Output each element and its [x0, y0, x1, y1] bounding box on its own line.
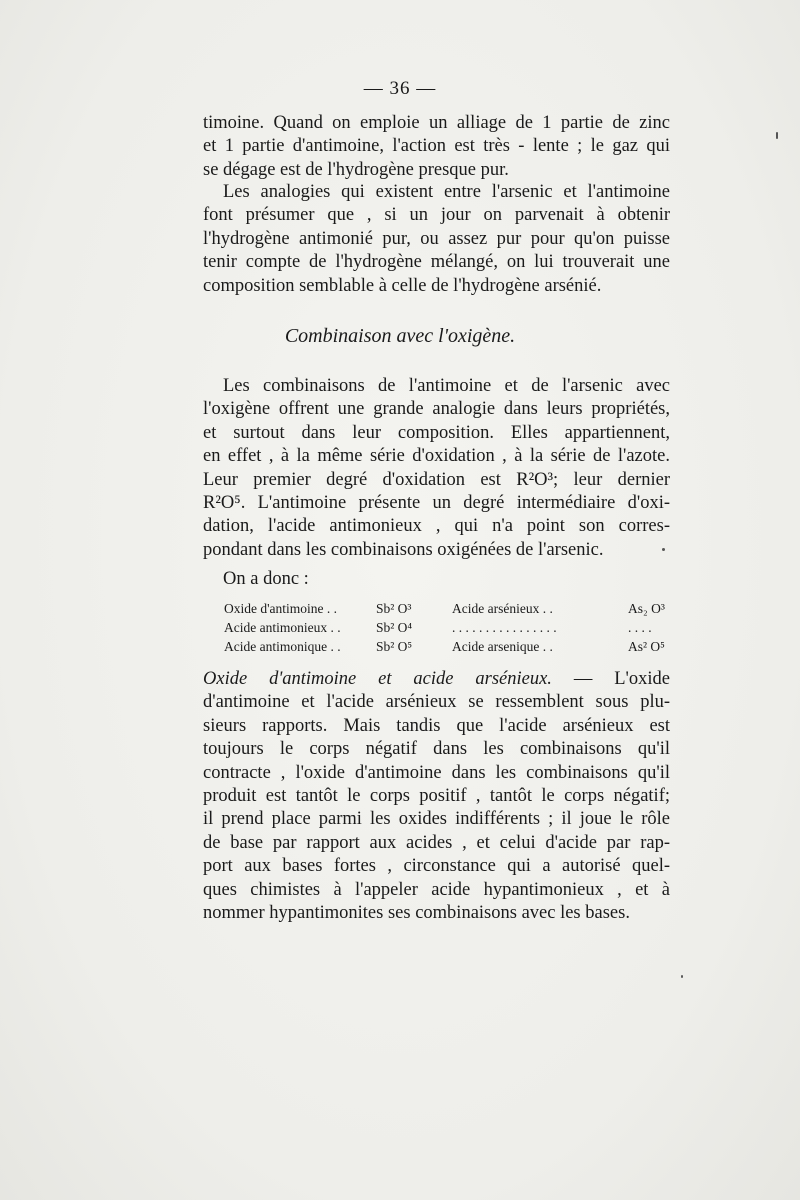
ink-speck [681, 975, 683, 978]
text-line: il prend place parmi les oxides indifférents ; il joue le rôle [203, 809, 670, 830]
text-line: timoine. Quand on emploie un alliage de 1 partie de zinc [203, 113, 670, 133]
compound-name: Oxide d'antimoine . . [224, 601, 338, 616]
text-line: Les combinaisons de l'antimoine et de l'arsenic avec [223, 376, 670, 396]
text-line: l'hydrogène antimonié pur, ou assez pur pour qu'on puisse [203, 228, 670, 249]
text-line: tenir compte de l'hydrogène mélangé, on lui trouverait une [203, 252, 670, 273]
text-line: en effet , à la même série d'oxidation , à la série de l'azote. [203, 446, 670, 467]
paragraph-lead-rest: — L'oxide [551, 669, 670, 689]
text-line: Leur premier degré d'oxidation est R²O³; leur dernier [203, 469, 670, 490]
compound-row [224, 637, 674, 656]
text-line: sieurs rapports. Mais tandis que l'acide arsénieux est [203, 715, 670, 736]
text-line: et 1 partie d'antimoine, l'action est très - lente ; le gaz qui [203, 136, 670, 157]
text-line: produit est tantôt le corps positif , tantôt le corps négatif; [203, 785, 670, 806]
text-line: pondant dans les combinaisons oxigénées de l'arsenic. [203, 539, 604, 560]
text-line: On a donc : [223, 569, 309, 589]
compound-formula: Sb² O⁵ [376, 639, 413, 654]
compound-formula: As² O⁵ [628, 639, 665, 654]
compound-name: Acide antimonique . . [224, 639, 341, 654]
paragraph-oxide-antimoine [203, 668, 670, 925]
text-line: et surtout dans leur composition. Elles appartiennent, [203, 422, 670, 443]
text-line: contracte , l'oxide d'antimoine dans les combinaisons qu'il [203, 762, 670, 783]
compounds-table [224, 599, 674, 656]
ink-speck [776, 132, 778, 139]
text-line [203, 668, 670, 691]
text-line: d'antimoine et l'acide arsénieux se ressemblent sous plu- [203, 692, 670, 713]
compound-formula: . . . . [628, 620, 652, 635]
section-heading: Combinaison avec l'oxigène. [284, 325, 516, 347]
text-line: de base par rapport aux acides , et celui d'acide par rap- [203, 832, 670, 853]
compound-name: Acide antimonieux . . [224, 620, 341, 635]
text-line: nommer hypantimonites ses combinaisons avec les bases. [203, 902, 630, 923]
paragraph-on-a-donc [203, 568, 670, 591]
ink-speck [662, 548, 665, 551]
compound-name: Acide arsénieux . . [452, 601, 553, 616]
paragraph-combinations [203, 375, 670, 562]
page-number: — 36 — [363, 78, 437, 99]
compound-name: Acide arsenique . . [452, 639, 553, 654]
text-line: port aux bases fortes , circonstance qui a autorisé quel- [203, 856, 670, 877]
text-line: font présumer que , si un jour on parvenait à obtenir [203, 205, 670, 226]
compound-name: . . . . . . . . . . . . . . . . [452, 620, 557, 635]
text-line: l'oxigène offrent une grande analogie dans leurs propriétés, [203, 399, 670, 420]
paragraph-continuation [203, 112, 670, 182]
compound-row [224, 599, 674, 618]
text-line: ques chimistes à l'appeler acide hypantimonieux , et à [203, 879, 670, 900]
paragraph-analogies [203, 181, 670, 298]
compound-formula: As₂ O³ [628, 601, 665, 616]
text-line: toujours le corps négatif dans les combinaisons qu'il [203, 739, 670, 760]
text-line: R²O⁵. L'antimoine présente un degré intermédiaire d'oxi- [203, 492, 670, 513]
compound-row [224, 618, 674, 637]
text-line: se dégage est de l'hydrogène presque pur. [203, 159, 509, 180]
compound-formula: Sb² O³ [376, 601, 412, 616]
text-line: dation, l'acide antimonieux , qui n'a point son corres- [203, 516, 670, 537]
text-line: Les analogies qui existent entre l'arsenic et l'antimoine [223, 182, 670, 202]
compound-formula: Sb² O⁴ [376, 620, 413, 635]
paragraph-lead: Oxide d'antimoine et acide arsénieux. [203, 669, 552, 689]
text-line: composition semblable à celle de l'hydrogène arsénié. [203, 275, 602, 296]
